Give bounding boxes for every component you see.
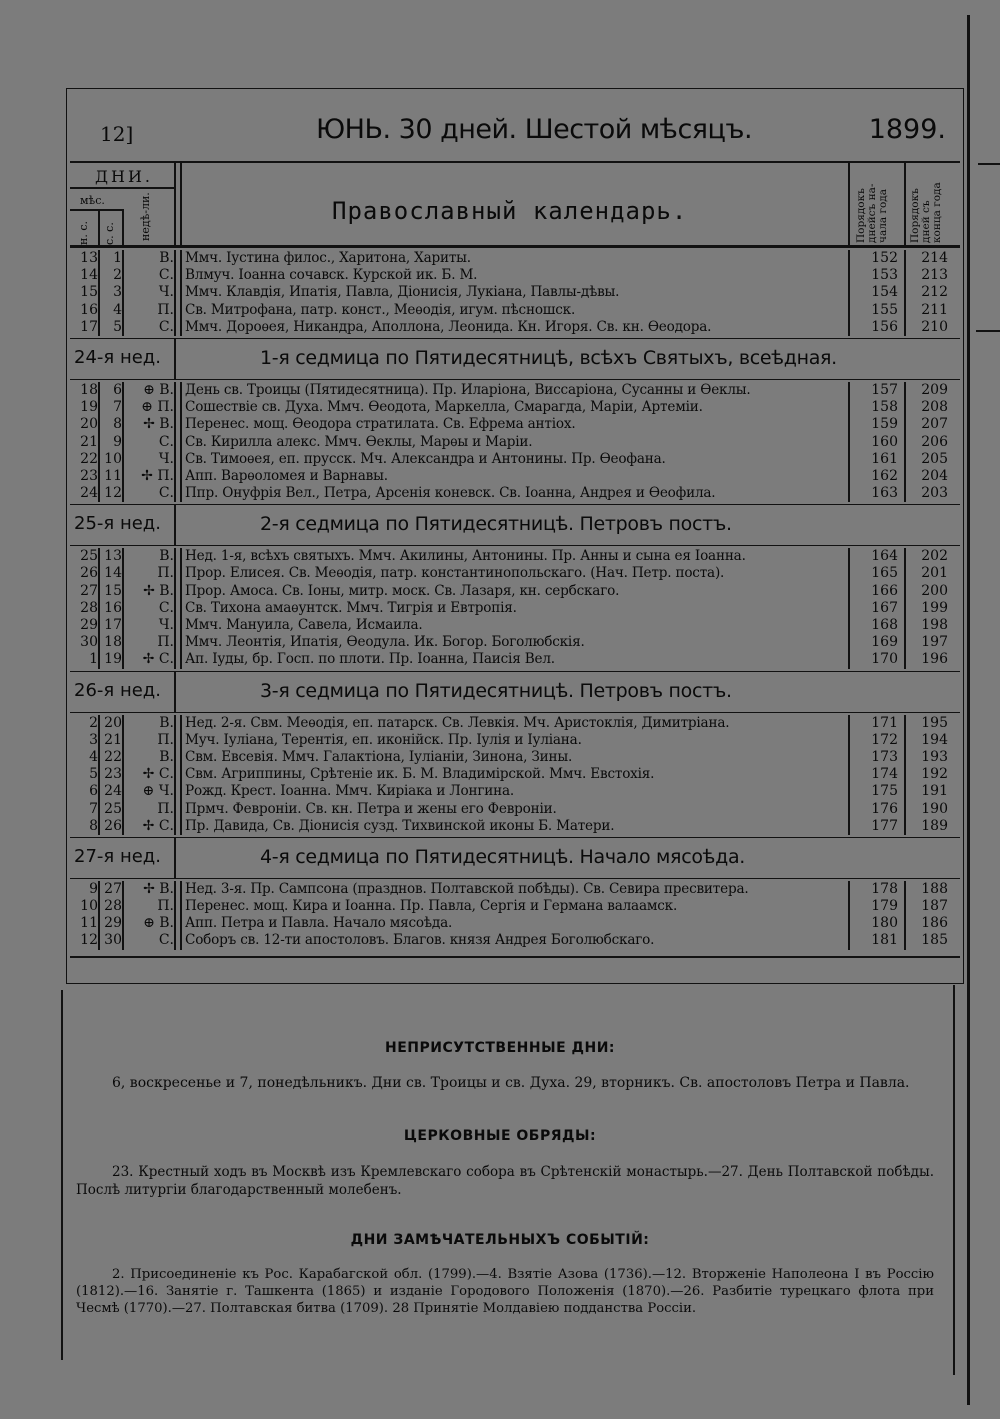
order-from-start: 167 [871,599,898,616]
order-from-start: 162 [871,467,898,484]
saints-text: Нед. 1-я, всѣхъ святыхъ. Ммч. Акилины, Антонины. Пр. Анны и сына ея Іоанна. [185,548,746,565]
events-title: ДНИ ЗАМѢЧАТЕЛЬНЫХЪ СОБЫТІЙ: [350,1232,650,1248]
order-from-start: 166 [871,582,898,599]
day-ss: 26 [104,817,122,834]
order-to-end: 189 [921,817,948,834]
order-from-start: 180 [871,915,898,932]
day-ss: 10 [104,450,122,467]
weekday: Ч. [158,617,174,633]
order-from-start: 160 [871,433,898,450]
saints-text: Ммч. Дороѳея, Никандра, Аполлона, Леонида. Кн. Игоря. Св. кн. Ѳеодора. [185,318,712,335]
weekday: В. [159,714,174,731]
order-to-end: 199 [921,599,948,616]
day-ns: 23 [80,467,98,484]
saints-text: Свм. Евсевія. Ммч. Галактіона, Іуліаніи, Зинона, Зины. [185,748,573,765]
order-from-start: 152 [871,250,898,266]
page-title: ЮНЬ. 30 дней. Шестой мѣсяцъ. [316,114,753,145]
day-ss: 23 [104,766,122,783]
weekday: ✢ С. [142,817,174,834]
weekday: П. [157,634,174,651]
order-from-start: 156 [871,318,898,335]
weekday: П. [157,301,174,318]
calendar-row [70,468,960,485]
order-to-end: 211 [921,301,948,318]
order-to-end: 188 [921,880,948,897]
order-from-start: 155 [871,301,898,318]
week-title: 3-я седмица по Пятидесятницѣ. Петровъ постъ. [260,679,732,702]
order-to-end: 209 [921,381,948,398]
saints-text: Апп. Варѳоломея и Варнавы. [185,467,388,484]
day-ns: 17 [80,318,98,335]
calendar-row [70,600,960,617]
weekday: С. [158,318,174,335]
weekday: П. [157,565,174,582]
calendar-row [70,881,960,898]
edge-tick [978,163,1000,165]
order-from-start: 154 [871,284,898,301]
weekday: П. [157,800,174,817]
weekday: ⊕ П. [141,399,174,416]
saints-text: Ммч. Леонтія, Ипатія, Ѳеодула. Ик. Богор. Боголюбскія. [185,634,585,651]
order-from-start: 164 [871,548,898,565]
calendar-title: Православный календарь. [332,197,688,225]
saints-text: Ммч. Мануила, Савела, Исмаила. [185,617,423,633]
day-ns: 4 [89,748,98,765]
order-from-start: 179 [871,898,898,915]
order-from-start: 171 [871,714,898,731]
calendar-row [70,583,960,600]
weekday: ⊕ Ч. [142,783,174,800]
week-header [70,837,960,879]
order-to-end: 213 [921,267,948,284]
day-ss: 15 [104,582,122,599]
saints-text: День св. Троицы (Пятидесятница). Пр. Иларіона, Виссаріона, Сусанны и Ѳеклы. [185,381,751,398]
week-header [70,504,960,546]
order-to-end: 210 [921,318,948,335]
weekday: ✢ П. [141,467,174,484]
order-to-end: 203 [921,485,948,502]
day-ns: 10 [80,898,98,915]
order-to-end: 191 [921,783,948,800]
saints-text: Нед. 2-я. Свм. Меѳодія, еп. патарск. Св. Левкія. Мч. Аристоклія, Димитріана. [185,714,730,731]
week-label: 26-я нед. [74,679,161,701]
order-from-start: 181 [871,932,898,949]
saints-text: Св. Тихона амаѳунтск. Ммч. Тигрія и Евтропія. [185,599,517,616]
order-from-start: 173 [871,748,898,765]
page-edge-rule [967,15,970,1405]
weekday: Ч. [158,284,174,301]
order-from-start: 165 [871,565,898,582]
day-ss: 8 [113,416,122,433]
day-ns: 7 [89,800,98,817]
order-from-start: 177 [871,817,898,834]
order-from-start: 169 [871,634,898,651]
day-ss: 19 [104,651,122,668]
saints-text: Соборъ св. 12-ти апостоловъ. Благов. князя Андрея Боголюбскаго. [185,932,655,949]
calendar-row [70,382,960,399]
day-ss: 5 [113,318,122,335]
day-ss: 28 [104,898,122,915]
day-ns: 6 [89,783,98,800]
ns-header: н. с. [77,221,90,245]
order-start-header: Порядокъ днейсъ на-чала года [855,183,889,243]
order-to-end: 190 [921,800,948,817]
church-rites-text: 23. Крестный ходъ въ Москвѣ изъ Кремлевскаго собора въ Срѣтенскій монастырь.—27. День Полтавской побѣды. Послѣ литургіи благодарственный молебенъ. [76,1164,934,1198]
order-to-end: 206 [921,433,948,450]
week-header [70,671,960,713]
absent-days-title: НЕПРИСУТСТВЕННЫЕ ДНИ: [384,1040,616,1056]
order-to-end: 198 [921,617,948,633]
saints-text: Ппр. Онуфрія Вел., Петра, Арсенія коневск. Св. Іоанна, Андрея и Ѳеофила. [185,485,716,502]
weekday: П. [157,898,174,915]
calendar-row [70,485,960,502]
weekday: С. [158,599,174,616]
day-ss: 7 [113,399,122,416]
saints-text: Влмуч. Іоанна сочавск. Курской ик. Б. М. [185,267,478,284]
weekday-header: недѣ-ли. [139,192,152,241]
weekday: С. [158,433,174,450]
order-to-end: 186 [921,915,948,932]
weekday: ⊕ В. [143,381,174,398]
saints-text: Апп. Петра и Павла. Начало мясоѣда. [185,915,453,932]
week-title: 2-я седмица по Пятидесятницѣ. Петровъ постъ. [260,513,732,536]
day-ss: 17 [104,617,122,633]
calendar-row [70,749,960,766]
days-header: ДНИ. [95,167,153,186]
day-ss: 2 [113,267,122,284]
order-to-end: 187 [921,898,948,915]
absent-days-text: 6, воскресенье и 7, понедѣльникъ. Дни св. Троицы и св. Духа. 29, вторникъ. Св. апостоловъ Петра и Павла. [112,1075,910,1091]
saints-text: Нед. 3-я. Пр. Сампсона (празднов. Полтавской побѣды). Св. Севира пресвитера. [185,880,749,897]
day-ss: 24 [104,783,122,800]
day-ss: 21 [104,731,122,748]
day-ns: 26 [80,565,98,582]
table-bottom-rule [70,956,960,958]
order-to-end: 195 [921,714,948,731]
day-ss: 6 [113,381,122,398]
day-ns: 18 [80,381,98,398]
weekday: ⊕ В. [143,915,174,932]
order-to-end: 194 [921,731,948,748]
weekday: ✢ В. [143,582,174,599]
saints-text: Ммч. Іустина филос., Харитона, Хариты. [185,250,471,266]
saints-text: Муч. Іуліана, Терентія, еп. иконійск. Пр. Іулія и Іуліана. [185,731,582,748]
day-ss: 20 [104,714,122,731]
calendar-row [70,565,960,582]
day-ss: 11 [104,467,122,484]
calendar-row [70,715,960,732]
day-ns: 21 [80,433,98,450]
day-ss: 1 [113,250,122,266]
saints-text: Ап. Іуды, бр. Госп. по плоти. Пр. Іоанна, Паисія Вел. [185,651,555,668]
order-end-header: Порядокъ дней съ конца года [909,182,943,243]
calendar-row [70,732,960,749]
page-header [66,112,956,152]
saints-text: Прмч. Февроніи. Св. кн. Петра и жены его Февроніи. [185,800,557,817]
table-header [70,163,960,247]
day-ss: 25 [104,800,122,817]
week-header [70,338,960,380]
order-from-start: 158 [871,399,898,416]
day-ns: 22 [80,450,98,467]
weekday: ✢ С. [142,766,174,783]
page-number: 12] [100,122,134,146]
saints-text: Св. Кирилла алекс. Ммч. Ѳеклы, Марѳы и Маріи. [185,433,533,450]
saints-text: Сошествіе св. Духа. Ммч. Ѳеодота, Маркелла, Смарагда, Маріи, Артеміи. [185,399,703,416]
day-ss: 12 [104,485,122,502]
day-ns: 9 [89,880,98,897]
weekday: В. [159,250,174,266]
day-ns: 11 [80,915,98,932]
order-from-start: 178 [871,880,898,897]
day-ns: 3 [89,731,98,748]
saints-text: Перенес. мощ. Кира и Іоанна. Пр. Павла, Сергія и Германа валаамск. [185,898,678,915]
order-to-end: 207 [921,416,948,433]
saints-text: Св. Тимоѳея, еп. прусск. Мч. Александра и Антонины. Пр. Ѳеофана. [185,450,666,467]
order-to-end: 193 [921,748,948,765]
calendar-row [70,451,960,468]
saints-text: Свм. Агриппины, Срѣтеніе ик. Б. М. Владимірской. Ммч. Евстохія. [185,766,655,783]
day-ss: 13 [104,548,122,565]
saints-text: Ммч. Клавдія, Ипатія, Павла, Діонисія, Лукіана, Павлы-дѣвы. [185,284,620,301]
saints-text: Прор. Елисея. Св. Меѳодія, патр. константинопольскаго. (Нач. Петр. поста). [185,565,725,582]
day-ns: 8 [89,817,98,834]
calendar-row [70,319,960,336]
calendar-row [70,434,960,451]
day-ss: 9 [113,433,122,450]
day-ss: 3 [113,284,122,301]
edge-tick [976,330,1000,332]
day-ns: 27 [80,582,98,599]
order-from-start: 159 [871,416,898,433]
day-ns: 20 [80,416,98,433]
day-ss: 4 [113,301,122,318]
calendar-row [70,651,960,668]
order-to-end: 214 [921,250,948,266]
calendar-row [70,302,960,319]
weekday: ✢ В. [143,880,174,897]
calendar-row [70,818,960,835]
day-ss: 30 [104,932,122,949]
order-to-end: 200 [921,582,948,599]
order-to-end: 196 [921,651,948,668]
events-text: 2. Присоединеніе къ Рос. Карабагской обл. (1799).—4. Взятіе Азова (1736).—12. Вторженіе Наполеона I въ Россію (1812).—16. Занятіе г. Ташкента (1865) и изданіе Городового Положенія (1870).—26. Разбитіе турецкаго флота при Чесмѣ (1770).—27. Полтавская битва (1709). 28 Принятіе Молдавіею подданства Россіи. [76,1267,934,1316]
week-label: 25-я нед. [74,513,161,535]
day-ss: 22 [104,748,122,765]
order-from-start: 168 [871,617,898,633]
day-ns: 29 [80,617,98,633]
week-title: 4-я седмица по Пятидесятницѣ. Начало мясоѣда. [260,845,746,868]
calendar-row [70,783,960,800]
day-ns: 30 [80,634,98,651]
calendar-row [70,399,960,416]
order-to-end: 208 [921,399,948,416]
calendar-row [70,634,960,651]
day-ns: 16 [80,301,98,318]
weekday: В. [159,548,174,565]
day-ss: 14 [104,565,122,582]
order-from-start: 163 [871,485,898,502]
week-title: 1-я седмица по Пятидесятницѣ, всѣхъ Святыхъ, всеѣдная. [260,346,837,369]
day-ss: 18 [104,634,122,651]
weekday: ✢ С. [142,651,174,668]
order-to-end: 212 [921,284,948,301]
weekday: С. [158,267,174,284]
order-from-start: 157 [871,381,898,398]
saints-text: Рожд. Крест. Іоанна. Ммч. Киріака и Лонгина. [185,783,515,800]
saints-text: Пр. Давида, Св. Діонисія сузд. Тихвинской иконы Б. Матери. [185,817,615,834]
day-ns: 2 [89,714,98,731]
order-to-end: 197 [921,634,948,651]
order-to-end: 201 [921,565,948,582]
day-ns: 19 [80,399,98,416]
calendar-row [70,617,960,634]
calendar-row [70,284,960,301]
church-rites-title: ЦЕРКОВНЫЕ ОБРЯДЫ: [403,1128,597,1144]
weekday: ✢ В. [143,416,174,433]
calendar-row [70,898,960,915]
order-from-start: 176 [871,800,898,817]
order-from-start: 172 [871,731,898,748]
saints-text: Прор. Амоса. Св. Іоны, митр. моск. Св. Лазаря, кн. сербскаго. [185,582,620,599]
saints-text: Св. Митрофана, патр. конст., Меѳодія, игум. пѣсношск. [185,301,576,318]
order-to-end: 204 [921,467,948,484]
order-to-end: 185 [921,932,948,949]
day-ss: 27 [104,880,122,897]
day-ns: 1 [89,651,98,668]
day-ns: 5 [89,766,98,783]
day-ss: 16 [104,599,122,616]
day-ns: 14 [80,267,98,284]
order-from-start: 174 [871,766,898,783]
calendar-row [70,250,960,267]
week-label: 24-я нед. [74,346,161,368]
calendar-row [70,548,960,565]
weekday: Ч. [158,450,174,467]
calendar-row [70,766,960,783]
day-ns: 15 [80,284,98,301]
calendar-row [70,932,960,949]
calendar-rows [70,250,960,958]
weekday: П. [157,731,174,748]
page-year: 1899. [868,114,946,145]
order-from-start: 175 [871,783,898,800]
calendar-row [70,801,960,818]
order-to-end: 192 [921,766,948,783]
day-ns: 24 [80,485,98,502]
order-to-end: 205 [921,450,948,467]
week-label: 27-я нед. [74,845,161,867]
month-header: мѣс. [80,194,105,207]
day-ns: 13 [80,250,98,266]
order-from-start: 161 [871,450,898,467]
saints-text: Перенес. мощ. Ѳеодора стратилата. Св. Ефрема антіох. [185,416,576,433]
order-to-end: 202 [921,548,948,565]
weekday: С. [158,932,174,949]
calendar-row [70,267,960,284]
order-from-start: 153 [871,267,898,284]
order-from-start: 170 [871,651,898,668]
day-ns: 12 [80,932,98,949]
day-ns: 28 [80,599,98,616]
weekday: С. [158,485,174,502]
weekday: В. [159,748,174,765]
calendar-row [70,416,960,433]
day-ns: 25 [80,548,98,565]
day-ss: 29 [104,915,122,932]
ss-header: с. с. [103,222,116,245]
calendar-row [70,915,960,932]
